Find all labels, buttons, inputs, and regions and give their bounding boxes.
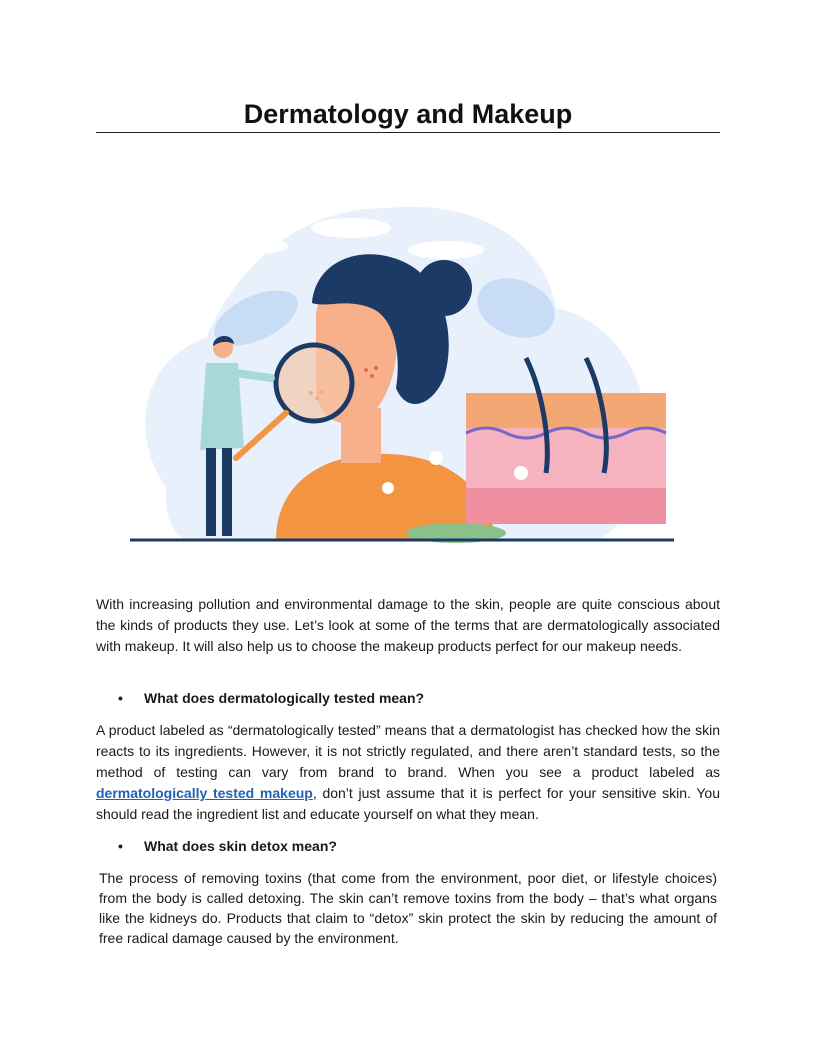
intro-paragraph: With increasing pollution and environmental damage to the skin, people are quite conscious about the kinds of products they use. Let’s look at some of the terms that are dermatologically associated with makeup. It will also help us to choose the makeup products perfect for our makeup needs. — [96, 596, 720, 654]
skin-layer-bottom — [466, 488, 666, 524]
bullet-glyph: • — [118, 838, 123, 854]
skin-layer-mid — [466, 428, 666, 488]
section-heading-text: What does dermatologically tested mean? — [144, 690, 425, 706]
dermatologically-tested-makeup-link[interactable]: dermatologically tested makeup — [96, 785, 313, 801]
title-underline — [96, 132, 720, 133]
section-heading-dermatologically-tested — [118, 688, 424, 708]
section-heading-skin-detox — [118, 836, 337, 856]
flower — [514, 466, 528, 480]
section-heading-text: What does skin detox mean? — [144, 838, 337, 854]
magnifier-lens — [276, 345, 352, 421]
paragraph-text: A product labeled as “dermatologically tested” means that a dermatologist has checked how the skin reacts to its ingredients. However, it is not strictly regulated, and there aren’t standard tests, so the method of testing can vary from brand to brand. When you see a product labeled as — [96, 722, 720, 780]
cloud-shape — [408, 241, 484, 259]
hair-bun — [416, 260, 472, 316]
cloud-shape — [224, 238, 288, 254]
doctor-leg — [222, 448, 232, 536]
dermatology-illustration — [126, 188, 686, 548]
doctor-arm — [236, 373, 271, 378]
document-page — [96, 96, 720, 946]
doctor-leg — [206, 448, 216, 536]
paragraph-text: , don’t just assume that it is perfect for your sensitive skin. You should read the ingredient list and educate yourself on what they mean. — [96, 785, 720, 822]
flower — [382, 482, 394, 494]
document-title: Dermatology and Makeup — [243, 99, 573, 129]
cloud-shape — [311, 218, 391, 238]
skin-detox-paragraph: The process of removing toxins (that come from the environment, poor diet, or lifestyle choices) from the body is called detoxing. The skin can’t remove toxins from the body – that’s what organs like the kidneys do. Products that claim to “detox” skin protect the skin by reducing the amount of free radical damage caused by the environment. — [99, 870, 717, 946]
bullet-glyph: • — [118, 690, 123, 706]
skin-layer-top — [466, 393, 666, 428]
dermatologically-tested-paragraph — [96, 720, 720, 825]
flower — [429, 451, 443, 465]
